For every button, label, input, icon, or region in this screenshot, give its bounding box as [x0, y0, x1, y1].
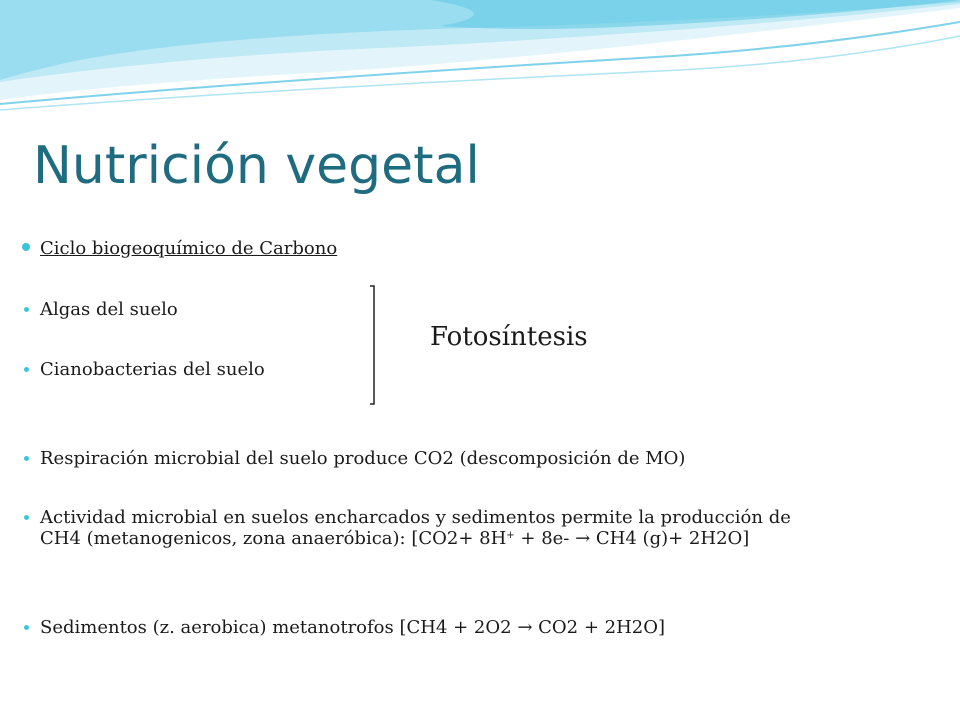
item-sedimentos: Sedimentos (z. aerobica) metanotrofos [CH4 + 2O2 → CO2 + 2H2O]	[40, 617, 666, 638]
actividad-superscript: +	[506, 530, 515, 542]
actividad-text-b: + 8e- → CH4 (g)+ 2H2O]	[514, 528, 750, 550]
item-algas: Algas del suelo	[40, 299, 178, 320]
item-cianobacterias: Cianobacterias del suelo	[40, 359, 265, 380]
main-bullet-text: Ciclo biogeoquímico de Carbono	[40, 238, 338, 259]
item-respiracion: Respiración microbial del suelo produce CO2 (descomposición de MO)	[40, 448, 686, 469]
bullet-dot	[24, 367, 29, 372]
bullet-dot	[24, 515, 29, 520]
slide-title: Nutrición vegetal	[33, 136, 480, 196]
bullet-dot	[22, 243, 30, 251]
header-wave-decoration	[0, 0, 960, 115]
bracket-line	[370, 285, 375, 405]
actividad-text-a: Actividad microbial en suelos encharcados y sedimentos permite la producción de CH4 (metanogenicos, zona anaeróbica): [CO2+ 8H	[40, 507, 791, 550]
bullet-dot	[24, 625, 29, 630]
item-actividad-microbial	[40, 507, 830, 549]
bullet-dot	[24, 456, 29, 461]
fotosintesis-label: Fotosíntesis	[430, 322, 588, 352]
bullet-dot	[24, 307, 29, 312]
